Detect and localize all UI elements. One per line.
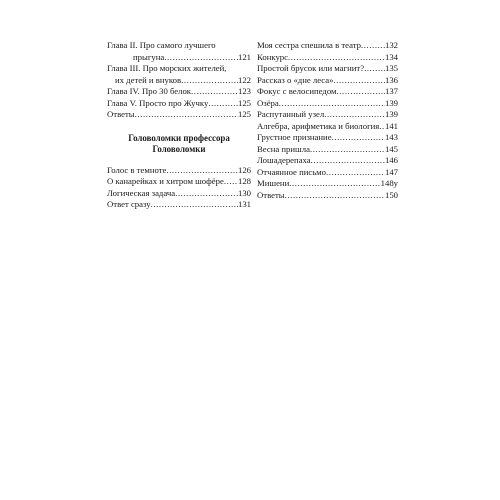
toc-entry [107, 199, 251, 211]
dot-leader [285, 190, 385, 202]
toc-entry [107, 188, 251, 200]
toc-entry-page: 125 [237, 109, 251, 119]
toc-left-column [107, 40, 251, 211]
toc-entry [107, 176, 251, 188]
toc-entry-title: Глава II. Про самого лучшего [107, 40, 216, 50]
toc-entry-title: Голос в темноте [107, 164, 167, 175]
dot-leader [191, 86, 238, 98]
toc-entry [257, 190, 398, 202]
toc-entry [257, 144, 398, 156]
toc-entry [107, 40, 251, 63]
toc-entry-page: 136 [384, 74, 398, 85]
toc-entry-title: Фокус с велосипедом [257, 86, 337, 96]
toc-entry [257, 98, 398, 110]
section-title [107, 133, 251, 155]
toc-entry-page: 139 [384, 109, 398, 119]
toc-entry-page: 122 [237, 74, 251, 85]
toc-entry-page: 126 [237, 164, 251, 175]
toc-entry-page: 146 [384, 155, 398, 165]
toc-entry-page: 132 [384, 40, 398, 50]
toc-entry-page: 150 [384, 189, 398, 200]
dot-leader [135, 109, 238, 121]
toc-entry [257, 40, 398, 52]
toc-entry-page: 141 [384, 120, 398, 131]
toc-entry-title: Ответ сразу [107, 199, 151, 209]
dot-leader [166, 165, 238, 177]
dot-leader [175, 188, 238, 200]
dot-leader [288, 52, 385, 64]
toc-entry-title: Алгебра, арифметика и биология [257, 120, 380, 131]
toc-entry-title: Логическая задача [107, 187, 176, 198]
toc-entry-title-cont: их детей и внуков [115, 74, 182, 85]
toc-entry-page: 137 [384, 86, 398, 96]
toc-entry-page: 134 [384, 51, 398, 62]
toc-entry-page: 125 [237, 97, 251, 108]
toc-entry-title: Лошадерепаха [257, 155, 311, 165]
toc-entry-title: Глава V. Просто про Жучку [107, 97, 209, 108]
toc-entry-title: Грустное признание [257, 132, 332, 142]
dot-leader [364, 63, 385, 75]
toc-entry-title: Ответы [107, 109, 135, 119]
toc-entry-page: 143 [384, 132, 398, 142]
toc-entry [107, 63, 251, 86]
toc-entry-page: 139 [384, 97, 398, 108]
toc-entry [257, 155, 398, 167]
toc-entry-title: Рассказ о «дне леса» [257, 74, 334, 85]
toc-entry [257, 132, 398, 144]
toc-entry-title: Озёра [257, 97, 279, 108]
toc-entry-page: 131 [237, 199, 251, 209]
toc-entry-page: 123 [237, 86, 251, 96]
dot-leader [151, 199, 238, 211]
toc-entry [107, 86, 251, 98]
toc-entry-page: 145 [384, 143, 398, 154]
toc-entry-page: 128 [237, 176, 251, 186]
toc-entry [257, 178, 398, 190]
toc-entry-title: Отчаянное письмо [257, 166, 327, 177]
toc-entry [257, 86, 398, 98]
toc-entry-title: Простой брусок или магнит? [257, 63, 365, 73]
toc-entry-page: 148у [380, 178, 398, 188]
toc-entry-page: 135 [384, 63, 398, 73]
toc-entry-title: Ответы [257, 189, 285, 200]
toc-entry-title: О канарейках и хитром шофёре [107, 176, 224, 186]
toc-entry-title: Мишени [257, 178, 290, 188]
toc-entry-page: 147 [384, 166, 398, 177]
dot-leader [333, 75, 384, 87]
toc-entry-title: Моя сестра спешила в театр [257, 40, 361, 50]
toc-entry [257, 52, 398, 64]
toc-entry-page: 121 [237, 51, 251, 62]
dot-leader [332, 132, 385, 144]
toc-entry [257, 75, 398, 87]
dot-leader [361, 40, 385, 52]
toc-entry [257, 63, 398, 75]
dot-leader [324, 109, 385, 121]
toc-entry [107, 98, 251, 110]
toc-entry [257, 109, 398, 121]
toc-entry [257, 121, 398, 133]
dot-leader [326, 167, 385, 179]
dot-leader [208, 98, 238, 110]
toc-entry [257, 167, 398, 179]
toc-entry-title: Глава IV. Про 30 белок [107, 86, 192, 96]
toc-entry-title: Распутанный узел [257, 109, 325, 119]
dot-leader [310, 144, 385, 156]
section-title-line: Головоломки профессора [128, 132, 230, 143]
dot-leader [337, 86, 385, 98]
toc-entry-title-cont: прыгуна [133, 51, 165, 62]
toc-entry-title: Весна пришла [257, 143, 310, 154]
dot-leader [224, 176, 238, 188]
dot-leader [279, 98, 385, 110]
toc-entry-page: 130 [237, 187, 251, 198]
toc-entry [107, 109, 251, 121]
toc-entry-title: Конкурс [257, 51, 288, 62]
dot-leader [164, 52, 238, 64]
dot-leader [181, 75, 238, 87]
section-title-line: Головоломки [152, 143, 206, 154]
toc-entry [107, 165, 251, 177]
toc-right-column [257, 40, 398, 201]
toc-entry-title: Глава III. Про морских жителей, [107, 63, 227, 73]
dot-leader [311, 155, 385, 167]
dot-leader [289, 178, 380, 190]
